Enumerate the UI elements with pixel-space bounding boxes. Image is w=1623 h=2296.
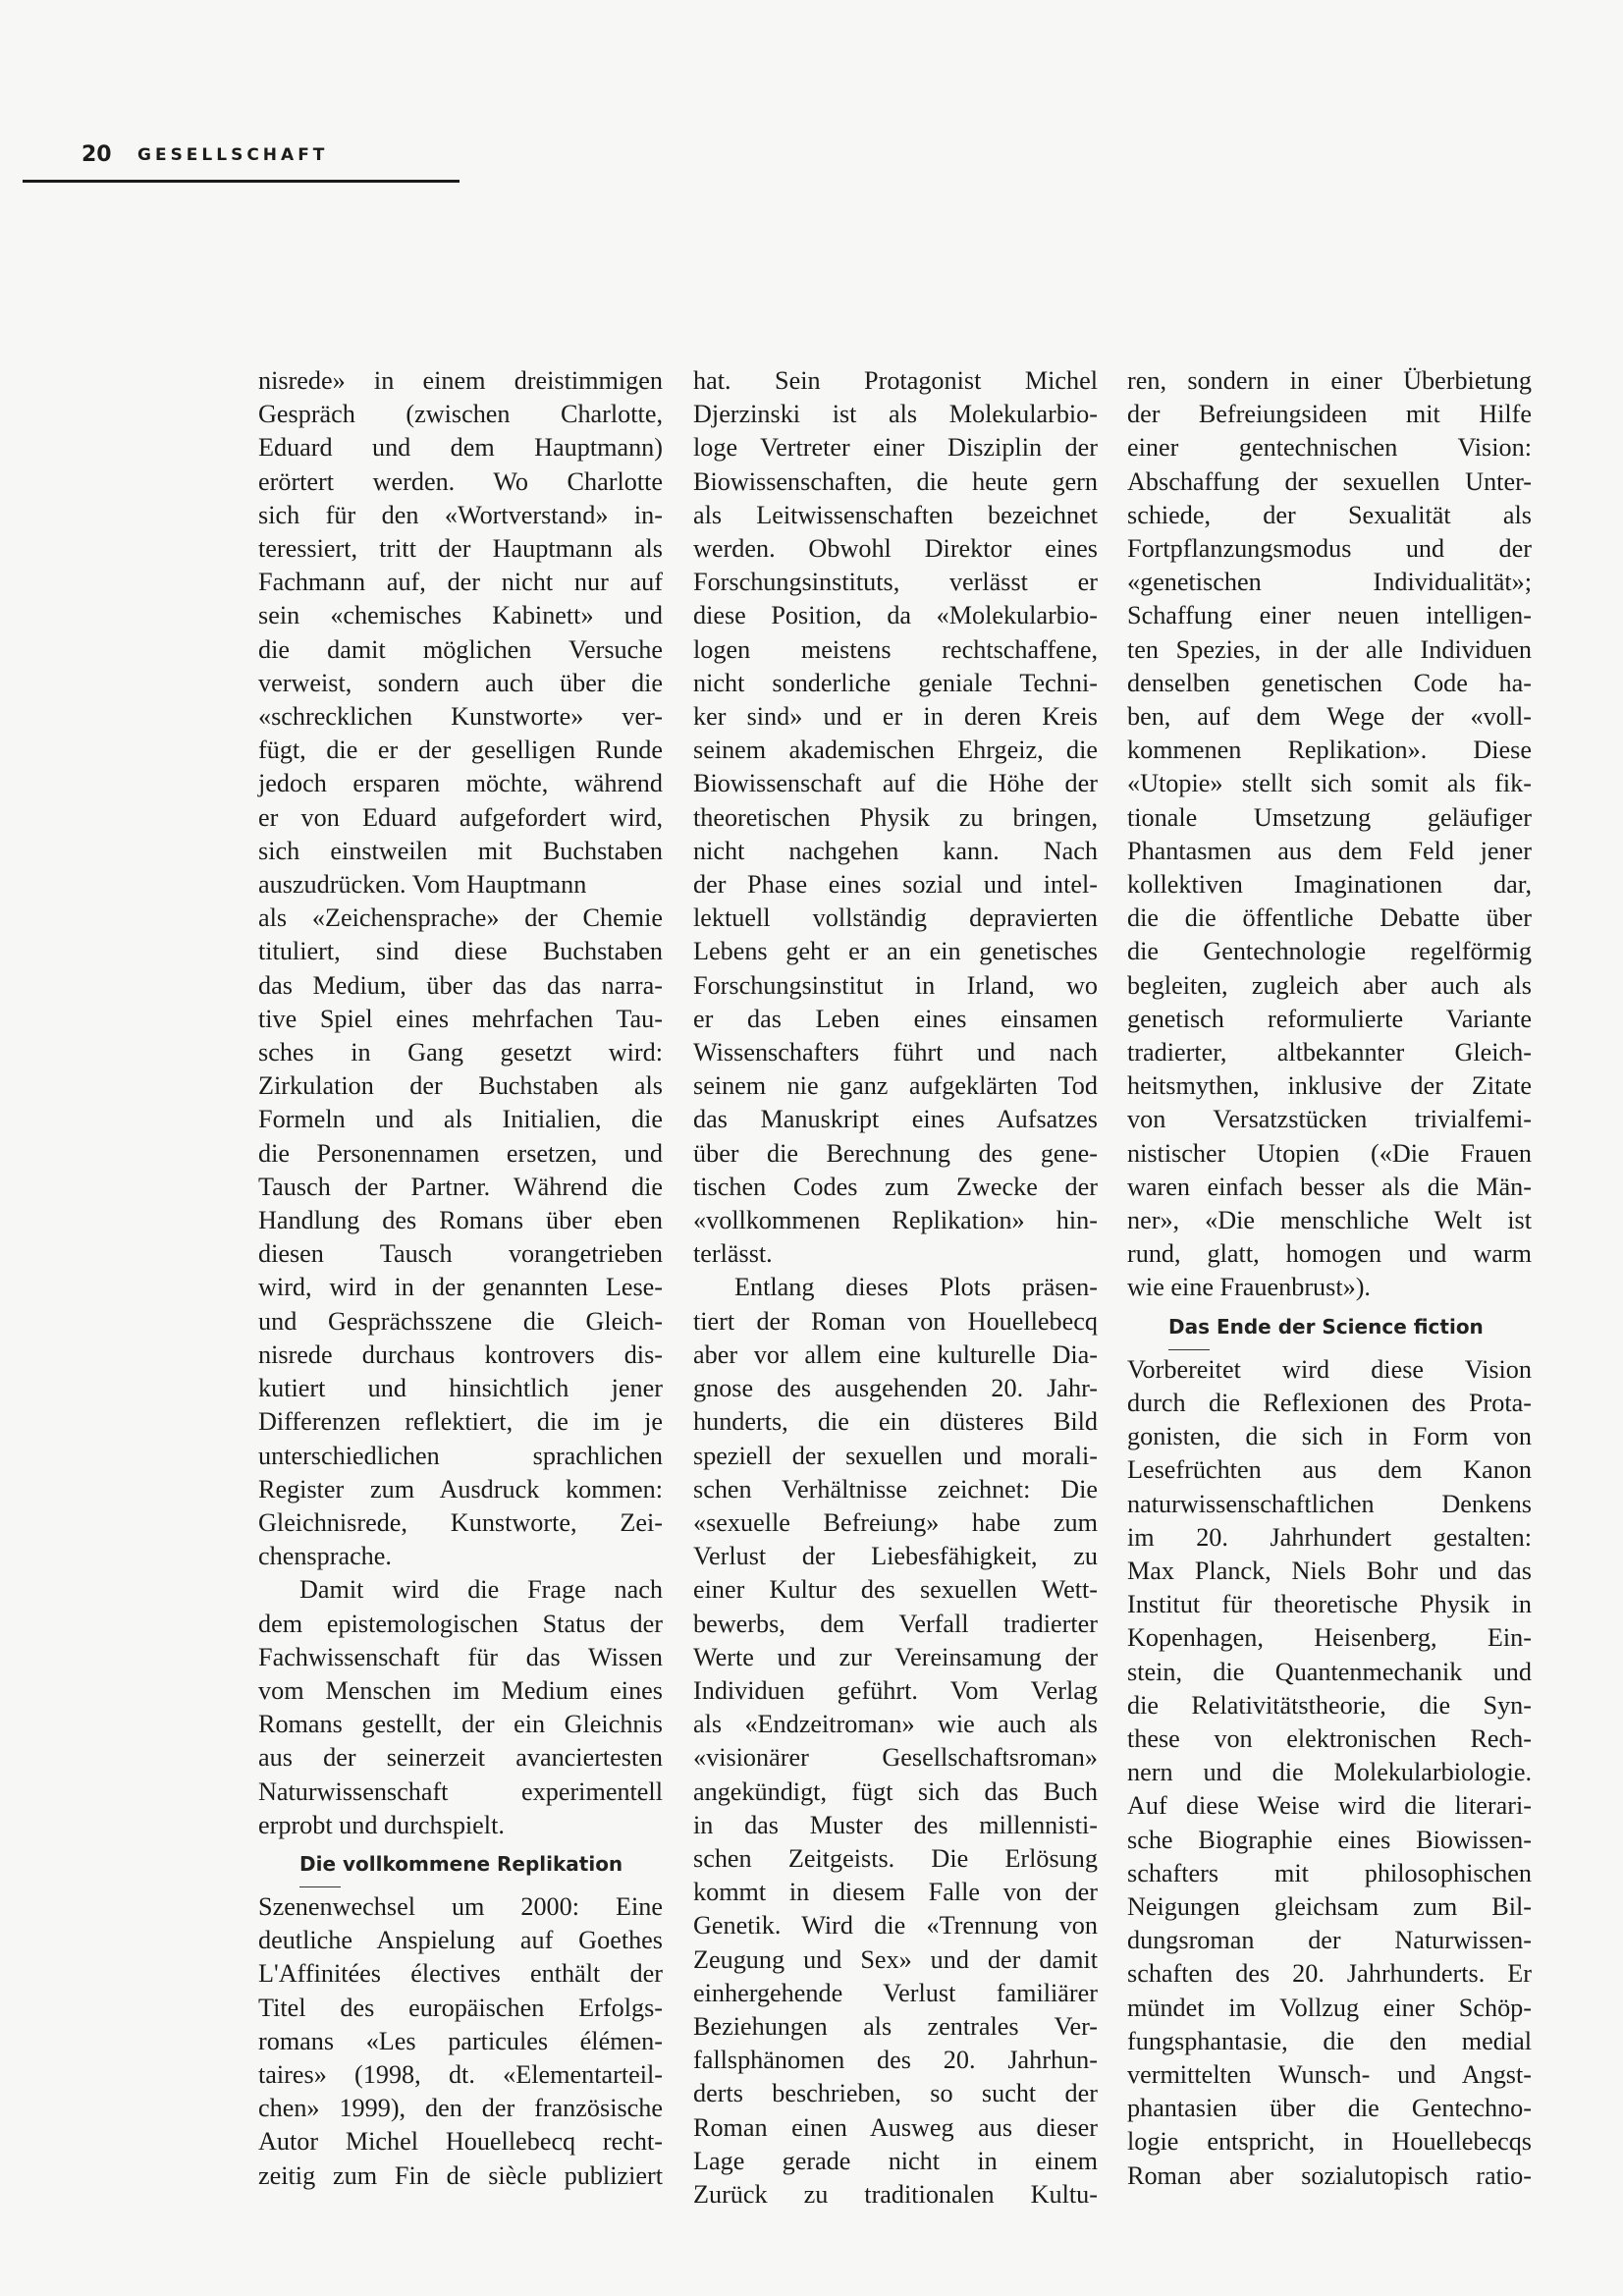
text-line: tionale Umsetzung geläufiger [1127, 802, 1532, 832]
text-line: einhergehende Verlust familiärer [693, 1978, 1098, 2007]
text-line: als «Endzeitroman» wie auch als [693, 1710, 1098, 1739]
text-line: Damit wird die Frage nach [299, 1575, 663, 1605]
text-line: kommenen Replikation». Diese [1127, 736, 1532, 765]
text-line: Vorbereitet wird diese Vision [1127, 1354, 1532, 1384]
text-line: tituliert, sind diese Buchstaben [258, 937, 663, 966]
text-line: diese Position, da «Molekularbio- [693, 601, 1098, 630]
text-line: einer Kultur des sexuellen Wett- [693, 1575, 1098, 1605]
text-line: tiert der Roman von Houellebecq [693, 1306, 1098, 1336]
text-line: nicht nachgehen kann. Nach [693, 836, 1098, 865]
text-line: fungsphantasie, die den medial [1127, 2026, 1532, 2055]
text-line: Wissenschafters führt und nach [693, 1038, 1098, 1067]
text-line: wie eine Frauenbrust»). [1127, 1273, 1371, 1302]
text-line: Biowissenschaften, die heute gern [693, 466, 1098, 496]
text-line: theoretischen Physik zu bringen, [693, 802, 1098, 832]
text-line: deutliche Anspielung auf Goethes [258, 1926, 663, 1955]
text-line: Djerzinski ist als Molekularbio- [693, 400, 1098, 429]
text-line: durch die Reflexionen des Prota- [1127, 1388, 1532, 1417]
text-line: naturwissenschaftlichen Denkens [1127, 1489, 1532, 1518]
text-line: die Personennamen ersetzen, und [258, 1138, 663, 1168]
text-line: fügt, die er der geselligen Runde [258, 736, 663, 765]
text-line: mündet im Vollzug einer Schöp- [1127, 1993, 1532, 2022]
text-line: als Leitwissenschaften bezeichnet [693, 500, 1098, 529]
page-number: 20 [81, 142, 112, 167]
text-line: schen Verhältnisse zeichnet: Die [693, 1474, 1098, 1503]
text-line: Register zum Ausdruck kommen: [258, 1474, 663, 1503]
text-line: als «Zeichensprache» der Chemie [258, 903, 663, 933]
text-line: Fachmann auf, der nicht nur auf [258, 568, 663, 597]
text-line: jedoch ersparen möchte, während [258, 769, 663, 798]
text-line: die Relativitätstheorie, die Syn- [1127, 1690, 1532, 1720]
text-line: Auf diese Weise wird die literari- [1127, 1791, 1532, 1821]
text-line: die damit möglichen Versuche [258, 634, 663, 664]
text-line: vom Menschen im Medium eines [258, 1675, 663, 1705]
text-line: ren, sondern in einer Überbietung [1127, 366, 1532, 395]
text-line: logen meistens rechtschaffene, [693, 634, 1098, 664]
text-line: das Manuskript eines Aufsatzes [693, 1105, 1098, 1134]
text-line: Gespräch (zwischen Charlotte, [258, 400, 663, 429]
text-line: nicht sonderliche geniale Techni- [693, 668, 1098, 697]
text-line: chensprache. [258, 1542, 392, 1571]
text-line: Titel des europäischen Erfolgs- [258, 1993, 663, 2022]
text-line: «sexuelle Befreiung» habe zum [693, 1507, 1098, 1537]
text-line: nern und die Molekularbiologie. [1127, 1758, 1532, 1787]
text-line: gnose des ausgehenden 20. Jahr- [693, 1374, 1098, 1403]
text-line: Neigungen gleichsam zum Bil- [1127, 1891, 1532, 1921]
text-line: «Utopie» stellt sich somit als fik- [1127, 769, 1532, 798]
subheading: Das Ende der Science fiction [1127, 1305, 1532, 1353]
text-line: Phantasmen aus dem Feld jener [1127, 836, 1532, 865]
text-line: «visionärer Gesellschaftsroman» [693, 1743, 1098, 1773]
text-line: vermittelten Wunsch- und Angst- [1127, 2059, 1532, 2089]
text-line: Zurück zu traditionalen Kultu- [693, 2179, 1098, 2209]
text-line: Fortpflanzungsmodus und der [1127, 534, 1532, 564]
text-line: die Gentechnologie regelförmig [1127, 937, 1532, 966]
text-column-3 [1127, 364, 1532, 2193]
text-line: sein «chemisches Kabinett» und [258, 601, 663, 630]
text-line: Zirkulation der Buchstaben als [258, 1071, 663, 1101]
text-line: Max Planck, Niels Bohr und das [1127, 1556, 1532, 1585]
text-line: zeitig zum Fin de siècle publiziert [258, 2160, 663, 2190]
text-line: romans «Les particules élémen- [258, 2026, 663, 2055]
text-line: Abschaffung der sexuellen Unter- [1127, 466, 1532, 496]
text-line: Szenenwechsel um 2000: Eine [258, 1891, 663, 1921]
text-line: aber vor allem eine kulturelle Dia- [693, 1339, 1098, 1369]
text-line: Individuen geführt. Vom Verlag [693, 1675, 1098, 1705]
text-line: und Gesprächsszene die Gleich- [258, 1306, 663, 1336]
text-line: tradierter, altbekannter Gleich- [1127, 1038, 1532, 1067]
text-line: Fachwissenschaft für das Wissen [258, 1642, 663, 1671]
text-line: Lesefrüchten aus dem Kanon [1127, 1455, 1532, 1485]
text-line: speziell der sexuellen und morali- [693, 1441, 1098, 1470]
text-line: Forschungsinstituts, verlässt er [693, 568, 1098, 597]
text-line: in das Muster des millennisti- [693, 1810, 1098, 1839]
text-line: der Befreiungsideen mit Hilfe [1127, 400, 1532, 429]
text-line: Forschungsinstitut in Irland, wo [693, 970, 1098, 1000]
text-line: unterschiedlichen sprachlichen [258, 1441, 663, 1470]
page-header [23, 140, 460, 183]
text-line: Entlang dieses Plots präsen- [734, 1273, 1098, 1302]
text-line: er von Eduard aufgefordert wird, [258, 802, 663, 832]
text-line: rund, glatt, homogen und warm [1127, 1239, 1532, 1269]
text-line: seinem akademischen Ehrgeiz, die [693, 736, 1098, 765]
text-line: von Versatzstücken trivialfemi- [1127, 1105, 1532, 1134]
text-line: das Medium, über das das narra- [258, 970, 663, 1000]
text-line: auszudrücken. Vom Hauptmann [258, 870, 587, 900]
text-line: wird, wird in der genannten Lese- [258, 1273, 663, 1302]
text-line: Schaffung einer neuen intelligen- [1127, 601, 1532, 630]
text-line: Formeln und als Initialien, die [258, 1105, 663, 1134]
text-line: nistischer Utopien («Die Frauen [1127, 1138, 1532, 1168]
text-line: er das Leben eines einsamen [693, 1004, 1098, 1033]
text-line: erprobt und durchspielt. [258, 1810, 505, 1839]
text-line: these von elektronischen Rech- [1127, 1723, 1532, 1753]
text-line: Lebens geht er an ein genetisches [693, 937, 1098, 966]
text-line: Biowissenschaft auf die Höhe der [693, 769, 1098, 798]
text-line: Tausch der Partner. Während die [258, 1172, 663, 1201]
text-line: schaften des 20. Jahrhunderts. Er [1127, 1959, 1532, 1989]
text-line: chen» 1999), den der französische [258, 2094, 663, 2123]
text-line: Roman aber sozialutopisch ratio- [1127, 2160, 1532, 2190]
text-line: schiede, der Sexualität als [1127, 500, 1532, 529]
text-line: «schrecklichen Kunstworte» ver- [258, 702, 663, 732]
text-line: sich einstweilen mit Buchstaben [258, 836, 663, 865]
text-line: Eduard und dem Hauptmann) [258, 433, 663, 463]
text-line: ker sind» und er in deren Kreis [693, 702, 1098, 732]
text-line: nisrede durchaus kontrovers dis- [258, 1339, 663, 1369]
text-line: nisrede» in einem dreistimmigen [258, 366, 663, 395]
text-line: diesen Tausch vorangetrieben [258, 1239, 663, 1269]
text-line: genetisch reformulierte Variante [1127, 1004, 1532, 1033]
text-line: Handlung des Romans über eben [258, 1206, 663, 1235]
text-line: Lage gerade nicht in einem [693, 2146, 1098, 2175]
text-line: kollektiven Imaginationen dar, [1127, 870, 1532, 900]
text-line: Zeugung und Sex» und der damit [693, 1944, 1098, 1974]
text-line: dem epistemologischen Status der [258, 1609, 663, 1638]
text-line: schafters mit philosophischen [1127, 1858, 1532, 1887]
text-line: Genetik. Wird die «Trennung von [693, 1911, 1098, 1941]
text-line: Naturwissenschaft experimentell [258, 1777, 663, 1806]
text-line: über die Berechnung des gene- [693, 1138, 1098, 1168]
text-line: kutiert und hinsichtlich jener [258, 1374, 663, 1403]
text-line: gonisten, die sich in Form von [1127, 1422, 1532, 1451]
text-line: stein, die Quantenmechanik und [1127, 1657, 1532, 1686]
text-line: Kopenhagen, Heisenberg, Ein- [1127, 1623, 1532, 1653]
text-line: logie entspricht, in Houellebecqs [1127, 2127, 1532, 2157]
text-line: waren einfach besser als die Män- [1127, 1172, 1532, 1201]
text-line: ten Spezies, in der alle Individuen [1127, 634, 1532, 664]
text-line: heitsmythen, inklusive der Zitate [1127, 1071, 1532, 1101]
text-line: schen Zeitgeists. Die Erlösung [693, 1843, 1098, 1873]
text-line: hunderts, die ein düsteres Bild [693, 1407, 1098, 1437]
text-line: verweist, sondern auch über die [258, 668, 663, 697]
text-line: «genetischen Individualität»; [1127, 568, 1532, 597]
text-line: dungsroman der Naturwissen- [1127, 1926, 1532, 1955]
text-line: loge Vertreter einer Disziplin der [693, 433, 1098, 463]
text-line: tischen Codes zum Zwecke der [693, 1172, 1098, 1201]
text-line: Romans gestellt, der ein Gleichnis [258, 1710, 663, 1739]
text-line: sche Biographie eines Biowissen- [1127, 1825, 1532, 1854]
text-line: die die öffentliche Debatte über [1127, 903, 1532, 933]
text-line: ben, auf dem Wege der «voll- [1127, 702, 1532, 732]
text-line: seinem nie ganz aufgeklärten Tod [693, 1071, 1098, 1101]
section-title: GESELLSCHAFT [137, 145, 329, 165]
text-line: phantasien über die Gentechno- [1127, 2094, 1532, 2123]
text-line: teressiert, tritt der Hauptmann als [258, 534, 663, 564]
text-line: im 20. Jahrhundert gestalten: [1127, 1522, 1532, 1552]
text-column-2 [693, 364, 1098, 2212]
text-line: hat. Sein Protagonist Michel [693, 366, 1098, 395]
text-line: aus der seinerzeit avanciertesten [258, 1743, 663, 1773]
text-line: der Phase eines sozial und intel- [693, 870, 1098, 900]
text-line: fallsphänomen des 20. Jahrhun- [693, 2046, 1098, 2075]
text-line: «vollkommenen Replikation» hin- [693, 1206, 1098, 1235]
text-line: Verlust der Liebesfähigkeit, zu [693, 1542, 1098, 1571]
text-line: angekündigt, fügt sich das Buch [693, 1777, 1098, 1806]
text-line: bewerbs, dem Verfall tradierter [693, 1609, 1098, 1638]
text-line: Institut für theoretische Physik in [1127, 1590, 1532, 1619]
text-line: L'Affinitées électives enthält der [258, 1959, 663, 1989]
text-line: kommt in diesem Falle von der [693, 1878, 1098, 1907]
subheading: Die vollkommene Replikation [258, 1842, 663, 1890]
text-line: Roman einen Ausweg aus dieser [693, 2112, 1098, 2142]
text-line: ner», «Die menschliche Welt ist [1127, 1206, 1532, 1235]
text-line: tive Spiel eines mehrfachen Tau- [258, 1004, 663, 1033]
text-line: erörtert werden. Wo Charlotte [258, 466, 663, 496]
text-line: sches in Gang gesetzt wird: [258, 1038, 663, 1067]
text-line: derts beschrieben, so sucht der [693, 2079, 1098, 2108]
text-line: lektuell vollständig depravierten [693, 903, 1098, 933]
text-line: werden. Obwohl Direktor eines [693, 534, 1098, 564]
text-line: terlässt. [693, 1239, 773, 1269]
text-line: begleiten, zugleich aber auch als [1127, 970, 1532, 1000]
text-line: taires» (1998, dt. «Elementarteil- [258, 2059, 663, 2089]
text-line: Autor Michel Houellebecq recht- [258, 2127, 663, 2157]
text-line: Werte und zur Vereinsamung der [693, 1642, 1098, 1671]
text-line: denselben genetischen Code ha- [1127, 668, 1532, 697]
text-line: Gleichnisrede, Kunstworte, Zei- [258, 1507, 663, 1537]
text-line: sich für den «Wortverstand» in- [258, 500, 663, 529]
text-line: einer gentechnischen Vision: [1127, 433, 1532, 463]
text-column-1 [258, 364, 663, 2193]
text-line: Beziehungen als zentrales Ver- [693, 2011, 1098, 2041]
text-line: Differenzen reflektiert, die im je [258, 1407, 663, 1437]
